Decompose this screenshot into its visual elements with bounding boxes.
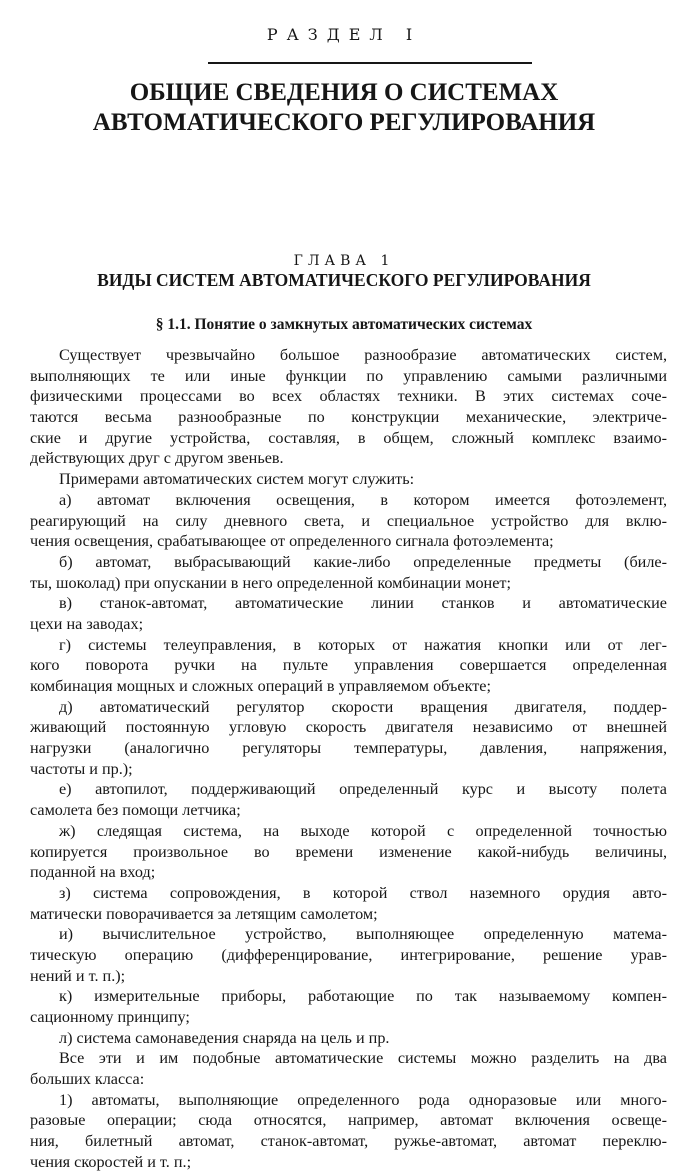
- text-line: ские и другие устройства, составляя, в общем, сложный комплекс взаимо-: [30, 428, 667, 447]
- text-line: ты, шоколад) при опускании в него определенной комбинации монет;: [30, 573, 511, 592]
- text-line: действующих друг с другом звеньев.: [30, 449, 284, 468]
- text-line: д) автоматический регулятор скорости вращения двигателя, поддер-: [59, 697, 667, 716]
- text-line: 1) автоматы, выполняющие определенного рода одноразовые или много-: [59, 1090, 667, 1109]
- paragraph-heading: § 1.1. Понятие о замкнутых автоматических системах: [155, 316, 533, 333]
- text-line: ж) следящая система, на выходе которой с определенной точностью: [59, 821, 667, 840]
- text-line: поданной на вход;: [30, 863, 156, 882]
- text-line: Примерами автоматических систем могут служить:: [59, 470, 415, 489]
- section-title-line: АВТОМАТИЧЕСКОГО РЕГУЛИРОВАНИЯ: [92, 109, 596, 136]
- section-title-line: ОБЩИЕ СВЕДЕНИЯ О СИСТЕМАХ: [129, 79, 559, 106]
- section-label: РАЗДЕЛ I: [266, 25, 422, 44]
- text-line: комбинация мощных и сложных операций в управляемом объекте;: [30, 677, 491, 695]
- chapter-label: ГЛАВА 1: [293, 253, 395, 269]
- text-line: кого поворота ручки на пульте управления совершается определенная: [30, 656, 667, 675]
- text-line: чения скоростей и т. п.;: [30, 1152, 192, 1171]
- text-line: нений и т. п.);: [30, 966, 126, 985]
- text-line: таются весьма разнообразные по конструкции механические, электриче-: [30, 408, 667, 427]
- text-line: Все эти и им подобные автоматические системы можно разделить на два: [59, 1049, 667, 1068]
- text-line: б) автомат, выбрасывающий какие-либо определенные предметы (биле-: [59, 552, 667, 571]
- text-line: в) станок-автомат, автоматические линии станков и автоматические: [59, 594, 667, 613]
- text-line: чения освещения, срабатывающее от определенного сигнала фотоэлемента;: [30, 532, 554, 551]
- text-line: разовые операции; сюда относятся, например, автомат включения освеще-: [30, 1111, 667, 1130]
- text-line: а) автомат включения освещения, в котором имеется фотоэлемент,: [59, 490, 667, 509]
- chapter-title: ВИДЫ СИСТЕМ АВТОМАТИЧЕСКОГО РЕГУЛИРОВАНИЯ: [97, 270, 591, 290]
- section-title: [0, 78, 688, 138]
- body-text: [30, 345, 667, 1173]
- text-line: больших класса:: [30, 1070, 145, 1089]
- text-line: нагрузки (аналогично регуляторы температуры, давления, напряжения,: [30, 739, 667, 758]
- text-line: копируется произвольное во времени изменение какой-нибудь величины,: [30, 842, 667, 861]
- text-line: и) вычислительное устройство, выполняющее определенную матема-: [59, 925, 667, 944]
- text-line: физическими процессами во всех областях техники. В этих системах соче-: [30, 387, 667, 406]
- section-divider: [208, 62, 532, 64]
- text-line: живающий постоянную угловую скорость двигателя независимо от внешней: [30, 718, 667, 737]
- text-line: ния, билетный автомат, станок-автомат, ружье-автомат, автомат переклю-: [30, 1132, 667, 1151]
- text-line: е) автопилот, поддерживающий определенный курс и высоту полета: [59, 780, 667, 799]
- text-line: цехи на заводах;: [30, 614, 144, 633]
- text-line: з) система сопровождения, в которой ствол наземного орудия авто-: [59, 883, 667, 902]
- text-line: частоты и пр.);: [30, 759, 133, 778]
- text-line: сационному принципу;: [30, 1008, 190, 1026]
- text-line: к) измерительные приборы, работающие по так называемому компен-: [59, 987, 667, 1006]
- text-line: Существует чрезвычайно большое разнообразие автоматических систем,: [59, 346, 667, 364]
- text-line: выполняющих те или иные функции по управлению самыми различными: [30, 366, 667, 385]
- text-line: тическую операцию (дифференцирование, интегрирование, решение урав-: [30, 945, 667, 964]
- text-line: реагирующий на силу дневного света, и специальное устройство для вклю-: [30, 511, 667, 530]
- text-line: г) системы телеуправления, в которых от нажатия кнопки или от лег-: [59, 635, 667, 654]
- text-line: матически поворачивается за летящим самолетом;: [30, 904, 378, 923]
- text-line: л) система самонаведения снаряда на цель и пр.: [59, 1028, 390, 1047]
- text-line: самолета без помощи летчика;: [30, 801, 241, 820]
